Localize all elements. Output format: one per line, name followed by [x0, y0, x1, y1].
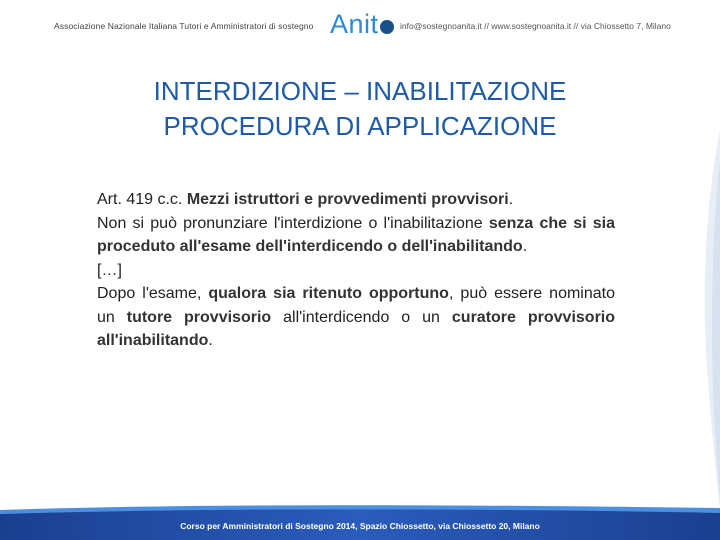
paragraph-1 [97, 212, 615, 259]
footer-text: Corso per Amministratori di Sostegno 2014, Spazio Chiossetto, via Chiossetto 20, Milano [180, 521, 540, 531]
association-name: Associazione Nazionale Italiana Tutori e Amministratori di sostegno [54, 21, 314, 31]
period: . [208, 332, 213, 349]
bold-run: senza che si sia proceduto all'esame dell'interdicendo o dell'inabilitando [97, 214, 615, 255]
text-run: Non si può pronunziare l'interdizione o l'inabilitazione [97, 214, 489, 232]
paragraph-2 [97, 282, 615, 353]
slide-body [97, 188, 615, 353]
slide-footer [0, 504, 720, 540]
bold-run: curatore provvisorio all'inabilitando [97, 308, 616, 349]
text-run: Dopo l'esame, [97, 285, 209, 302]
article-heading [97, 188, 615, 212]
period: . [508, 191, 514, 208]
bold-run: tutore provvisorio [126, 308, 272, 326]
anita-logo [330, 9, 394, 40]
contact-info: info@sostegnoanita.it // www.sostegnoanita.it // via Chiossetto 7, Milano [400, 21, 671, 31]
article-title: Mezzi istruttori e provvedimenti provvisori [186, 191, 509, 208]
title-line-2: PROCEDURA DI APPLICAZIONE [163, 111, 557, 141]
bold-run: qualora sia ritenuto opportuno [208, 285, 449, 302]
ellipsis: […] [97, 261, 122, 279]
article-ref: Art. 419 c.c. [97, 191, 187, 208]
slide-title [60, 74, 660, 144]
slide-header [0, 0, 720, 58]
text-run: all'interdicendo o un [271, 308, 452, 326]
period: . [522, 238, 528, 255]
text-run: , può essere nominato un [97, 285, 615, 326]
logo-text: Anit [330, 9, 379, 39]
title-line-1: INTERDIZIONE – INABILITAZIONE [153, 76, 567, 106]
decorative-swoosh [696, 130, 720, 510]
logo-mark-icon [380, 20, 394, 34]
